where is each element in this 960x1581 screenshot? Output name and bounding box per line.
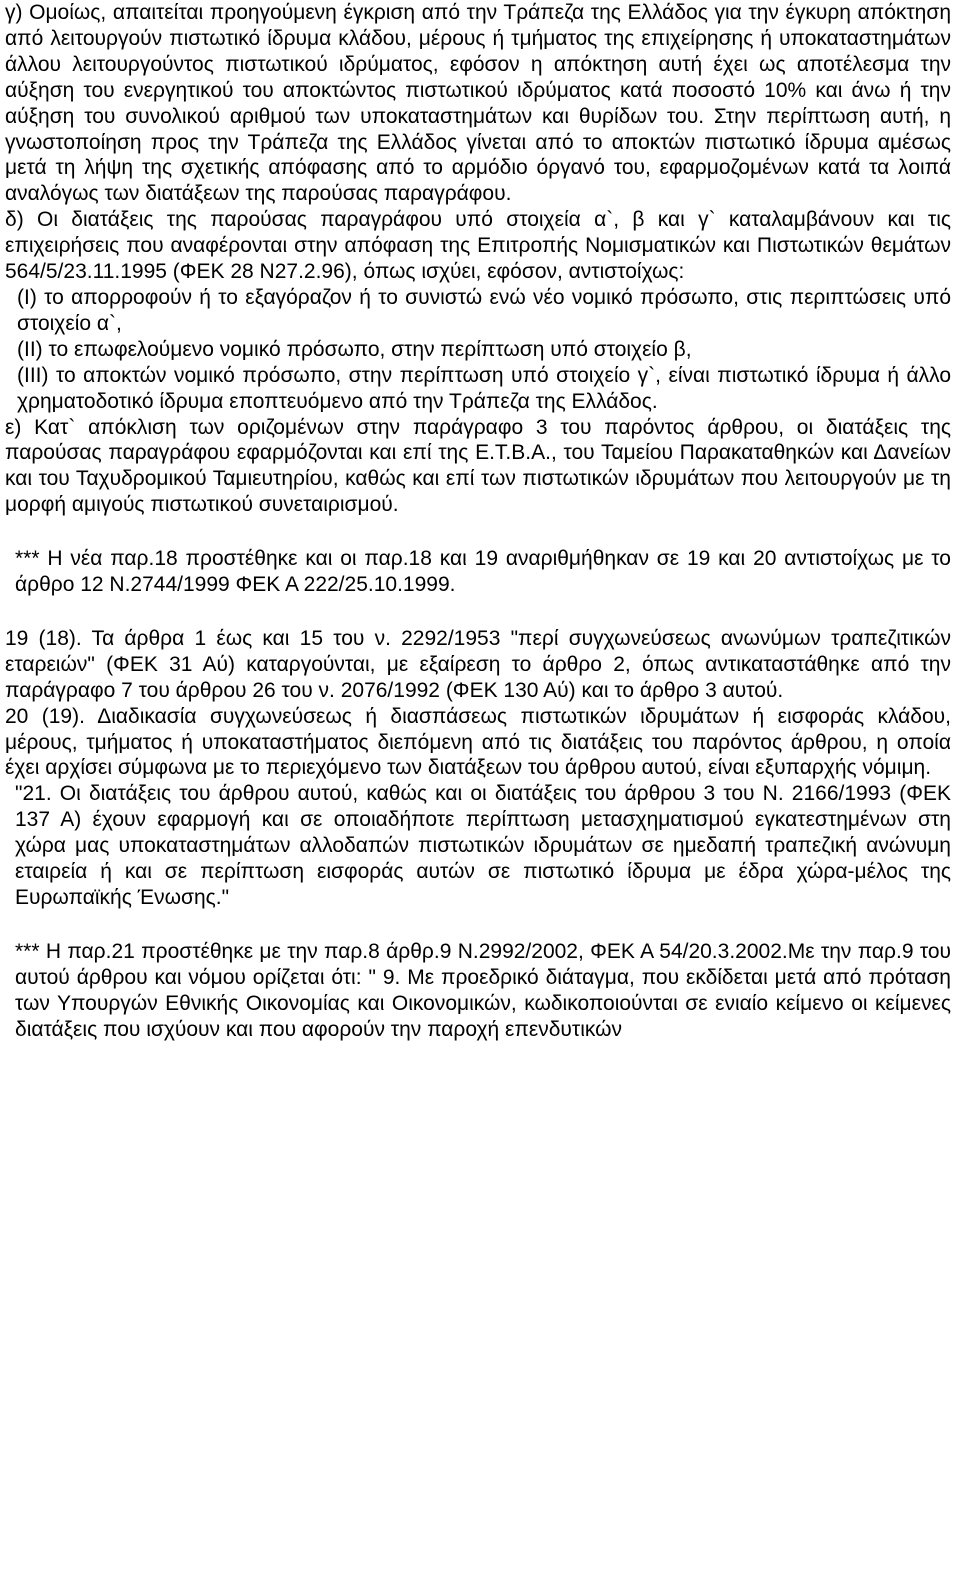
paragraph-21: "21. Οι διατάξεις του άρθρου αυτού, καθώς και οι διατάξεις του άρθρου 3 του Ν. 2166/1993 (ΦΕΚ 137 Α) έχουν εφαρμογή και σε οποιαδήποτε περίπτωση μετασχηματισμού εγκατεστημένων στη χώρα μας υποκαταστημάτων αλλοδαπών πιστωτικών ιδρυμάτων σε ημεδαπή τραπεζική ανώνυμη εταιρεία ή και σε περίπτωση εισφοράς αυτών σε πιστωτικό ίδρυμα με έδρα χώρα-μέλος της Ευρωπαϊκής Ένωσης." [15,782,951,909]
amendment-note-21: *** Η παρ.21 προστέθηκε με την παρ.8 άρθρ.9 Ν.2992/2002, ΦΕΚ Α 54/20.3.2002.Με την παρ.9 του αυτού άρθρου και νόμου ορίζεται ότι: " 9. Με προεδρικό διάταγμα, που εκδίδεται μετά από πρόταση των Υπουργών Εθνικής Οικονομίας και Οικονομικών, κωδικοποιούνται σε ενιαίο κείμενο οι κείμενες διατάξεις που ισχύουν και που αφορούν την παροχή επενδυτικών [15,939,951,1041]
paragraph-epsilon: ε) Κατ` απόκλιση των οριζομένων στην παράγραφο 3 του παρόντος άρθρου, οι διατάξεις της παρούσας παραγράφου εφαρμόζονται και επί της Ε.Τ.Β.Α., του Ταμείου Παρακαταθηκών και Δανείων και του Ταχυδρομικού Ταμιευτηρίου, καθώς και επί των πιστωτικών ιδρυμάτων που λειτουργούν με τη μορφή αμιγούς πιστωτικού συνεταιρισμού. [5,415,951,517]
paragraph-delta-item-i: (Ι) το απορροφούν ή το εξαγόραζον ή το συνιστώ ενώ νέο νομικό πρόσωπο, στις περιπτώσεις υπό στοιχείο α`, [17,285,951,335]
amendment-note-18: *** Η νέα παρ.18 προστέθηκε και οι παρ.18 και 19 αναριθμήθηκαν σε 19 και 20 αντιστοίχως με το άρθρο 12 Ν.2744/1999 ΦΕΚ Α 222/25.10.1999. [15,547,951,597]
paragraph-delta-item-ii: (ΙΙ) το επωφελούμενο νομικό πρόσωπο, στην περίπτωση υπό στοιχείο β, [17,337,692,361]
paragraph-gamma: γ) Ομοίως, απαιτείται προηγούμενη έγκριση από την Τράπεζα της Ελλάδος για την έγκυρη απόκτηση από λειτουργούν πιστωτικό ίδρυμα κλάδου, μέρους ή τμήματος της επιχείρησης ή υποκαταστημάτων άλλου λειτουργούντος πιστωτικού ιδρύματος, εφόσον η απόκτηση αυτή έχει ως αποτέλεσμα την αύξηση του ενεργητικού του αποκτώντος πιστωτικού ιδρύματος κατά ποσοστό 10% και άνω ή την αύξηση του συνολικού αριθμού των υποκαταστημάτων και θυρίδων του. Στην περίπτωση αυτή, η γνωστοποίηση προς την Τράπεζα της Ελλάδος γίνεται από το αποκτών πιστωτικό ίδρυμα αμέσως μετά τη λήψη της σχετικής απόφασης από το αρμόδιο όργανό του, εφαρμοζομένων κατά τα λοιπά αναλόγως των διατάξεων της παρούσας παραγράφου. [5,1,951,206]
document-page [5,0,951,1043]
paragraph-delta-item-iii: (ΙΙΙ) το αποκτών νομικό πρόσωπο, στην περίπτωση υπό στοιχείο γ`, είναι πιστωτικό ίδρυμα ή άλλο χρηματοδοτικό ίδρυμα εποπτευόμενο από την Τράπεζα της Ελλάδος. [17,363,951,413]
spacer [5,911,951,939]
paragraph-19: 19 (18). Τα άρθρα 1 έως και 15 του ν. 2292/1953 "περί συγχωνεύσεως ανωνύμων τραπεζιτικών εταρειών" (ΦΕΚ 31 Αύ) καταργούνται, με εξαίρεση το άρθρο 2, όπως αντικαταστάθηκε από την παράγραφο 7 του άρθρου 26 του ν. 2076/1992 (ΦΕΚ 130 Αύ) και το άρθρο 3 αυτού. [5,626,951,702]
spacer [5,598,951,626]
paragraph-delta: δ) Οι διατάξεις της παρούσας παραγράφου υπό στοιχεία α`, β και γ` καταλαμβάνουν και τις επιχειρήσεις που αναφέρονται στην απόφαση της Επιτροπής Νομισματικών και Πιστωτικών θεμάτων 564/5/23.11.1995 (ΦΕΚ 28 Ν27.2.96), όπως ισχύει, εφόσον, αντιστοίχως: [5,208,951,284]
paragraph-20: 20 (19). Διαδικασία συγχωνεύσεως ή διασπάσεως πιστωτικών ιδρυμάτων ή εισφοράς κλάδου, μέρους, τμήματος ή υποκαταστήματος διεπόμενη από τις διατάξεις του παρόντος άρθρου, η οποία έχει αρχίσει σύμφωνα με το περιεχόμενο των διατάξεων του άρθρου αυτού, είναι εξυπαρχής νόμιμη. [5,704,951,780]
spacer [5,518,951,546]
